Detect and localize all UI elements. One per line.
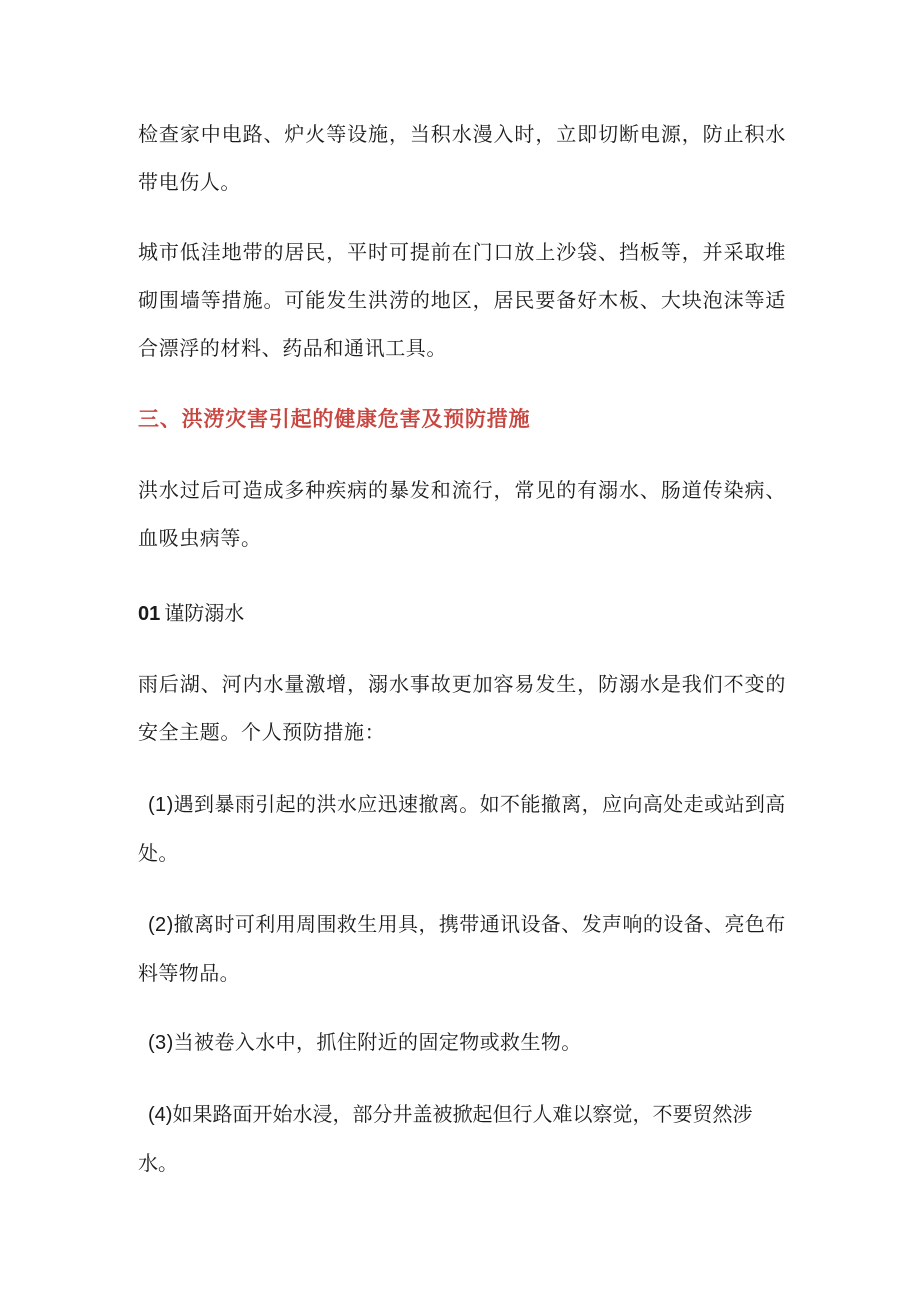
list-item-text: 当被卷入水中，抓住附近的固定物或救生物。 xyxy=(173,1030,582,1054)
list-item-text: 遇到暴雨引起的洪水应迅速撤离。如不能撤离，应向高处走或站到高处。 xyxy=(138,792,786,865)
subheading-number: 01 xyxy=(138,603,161,625)
list-item xyxy=(138,1090,788,1187)
list-item-text: 如果路面开始水浸，部分井盖被掀起但行人难以察觉，不要贸然涉水。 xyxy=(138,1102,753,1175)
list-item-marker: (4) xyxy=(148,1104,173,1126)
list-item-marker: (2) xyxy=(148,914,174,936)
list-item xyxy=(138,1018,788,1067)
list-item-text: 撤离时可利用周围救生用具，携带通讯设备、发声响的设备、亮色布料等物品。 xyxy=(138,912,786,985)
list-item xyxy=(138,900,788,997)
paragraph-lowland-residents: 城市低洼地带的居民，平时可提前在门口放上沙袋、挡板等，并采取堆砌围墙等措施。可能发生洪涝的地区，居民要备好木板、大块泡沫等适合漂浮的材料、药品和通讯工具。 xyxy=(138,240,786,360)
paragraph-drowning-intro: 雨后湖、河内水量激增，溺水事故更加容易发生，防溺水是我们不变的安全主题。个人预防措施： xyxy=(138,672,786,744)
subheading-drowning xyxy=(138,598,244,629)
subheading-text: 谨防溺水 xyxy=(164,601,245,625)
list-item-marker: (3) xyxy=(148,1032,174,1054)
section-heading-health-hazards: 三、洪涝灾害引起的健康危害及预防措施 xyxy=(138,406,531,431)
list-item-marker: (1) xyxy=(148,794,174,816)
paragraph-disease-outbreak: 洪水过后可造成多种疾病的暴发和流行，常见的有溺水、肠道传染病、血吸虫病等。 xyxy=(138,478,786,550)
list-item xyxy=(138,780,788,877)
paragraph-electric-safety: 检查家中电路、炉火等设施，当积水漫入时，立即切断电源，防止积水带电伤人。 xyxy=(138,122,786,194)
